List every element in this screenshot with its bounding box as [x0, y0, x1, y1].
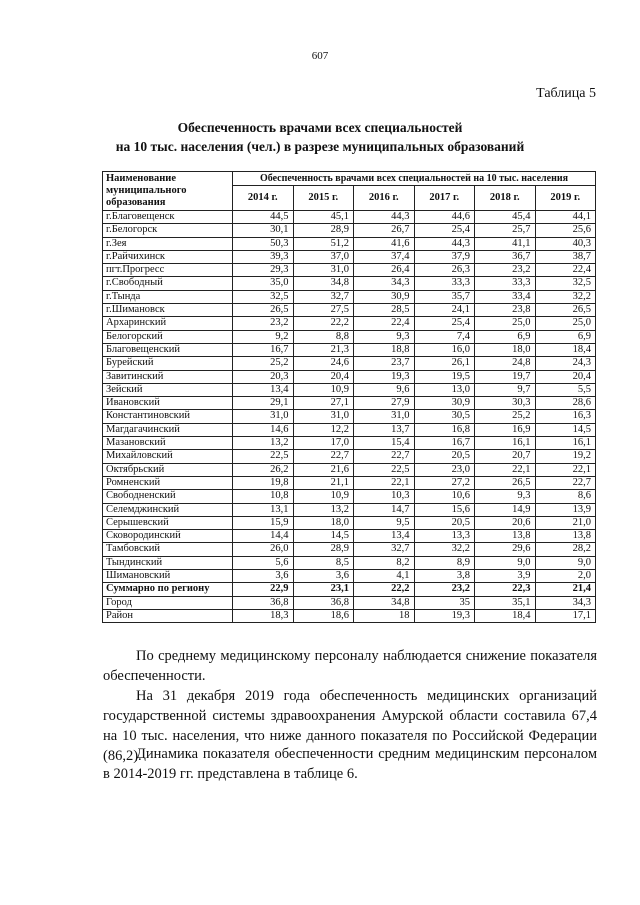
row-value: 22,4	[535, 264, 596, 277]
row-value: 9,0	[475, 556, 536, 569]
row-value: 21,3	[293, 343, 354, 356]
row-value: 25,2	[233, 357, 294, 370]
row-value: 26,7	[354, 224, 415, 237]
row-value: 9,3	[354, 330, 415, 343]
row-value: 36,7	[475, 250, 536, 263]
row-name: Суммарно по региону	[103, 583, 233, 596]
row-value: 12,2	[293, 423, 354, 436]
row-value: 18,0	[475, 343, 536, 356]
row-value: 13,2	[293, 503, 354, 516]
row-name: Константиновский	[103, 410, 233, 423]
row-value: 2,0	[535, 570, 596, 583]
table-row	[103, 277, 596, 290]
row-value: 27,5	[293, 304, 354, 317]
row-value: 35,7	[414, 290, 475, 303]
row-value: 13,7	[354, 423, 415, 436]
row-value: 38,7	[535, 250, 596, 263]
row-value: 25,4	[414, 224, 475, 237]
row-value: 32,2	[414, 543, 475, 556]
row-value: 14,9	[475, 503, 536, 516]
row-value: 16,7	[414, 437, 475, 450]
row-value: 28,6	[535, 397, 596, 410]
row-name: Архаринский	[103, 317, 233, 330]
row-value: 22,7	[535, 476, 596, 489]
table-row	[103, 556, 596, 569]
row-value: 18,4	[535, 343, 596, 356]
table-row	[103, 304, 596, 317]
table-row	[103, 290, 596, 303]
row-value: 35,1	[475, 596, 536, 609]
row-value: 18,3	[233, 609, 294, 622]
row-value: 22,9	[233, 583, 294, 596]
row-value: 19,7	[475, 370, 536, 383]
row-value: 14,6	[233, 423, 294, 436]
row-value: 3,6	[293, 570, 354, 583]
table-body	[103, 211, 596, 623]
table-row	[103, 476, 596, 489]
row-value: 13,0	[414, 383, 475, 396]
row-value: 34,8	[354, 596, 415, 609]
table-row	[103, 237, 596, 250]
row-value: 13,4	[233, 383, 294, 396]
row-value: 20,6	[475, 516, 536, 529]
row-value: 25,4	[414, 317, 475, 330]
table-row	[103, 423, 596, 436]
paragraph-text: По среднему медицинскому персоналу наблюдается снижение показателя обеспеченности.	[103, 648, 597, 684]
table-row	[103, 357, 596, 370]
row-value: 22,1	[475, 463, 536, 476]
row-value: 44,1	[535, 211, 596, 224]
row-value: 30,3	[475, 397, 536, 410]
paragraph-text: На 31 декабря 2019 года обеспеченность медицинских организаций государственной системы здравоохранения Амурской области составила 67,4 на 10 тыс. населения, что ниже данного показателя по Российской Федерации (86,2).	[103, 688, 597, 764]
row-value: 23,8	[475, 304, 536, 317]
row-name: г.Шимановск	[103, 304, 233, 317]
row-value: 22,2	[354, 583, 415, 596]
row-value: 17,0	[293, 437, 354, 450]
row-value: 31,0	[293, 410, 354, 423]
table-row	[103, 503, 596, 516]
row-value: 10,6	[414, 490, 475, 503]
table-title-line-1: Обеспеченность врачами всех специальностей	[177, 120, 463, 135]
row-value: 26,5	[233, 304, 294, 317]
row-value: 50,3	[233, 237, 294, 250]
row-value: 9,0	[535, 556, 596, 569]
row-value: 26,2	[233, 463, 294, 476]
row-value: 20,4	[293, 370, 354, 383]
row-value: 28,2	[535, 543, 596, 556]
table-row	[103, 343, 596, 356]
row-value: 20,5	[414, 516, 475, 529]
row-name: г.Зея	[103, 237, 233, 250]
row-name: Зейский	[103, 383, 233, 396]
table-row	[103, 211, 596, 224]
table-row	[103, 383, 596, 396]
row-value: 15,9	[233, 516, 294, 529]
row-value: 3,6	[233, 570, 294, 583]
row-value: 13,2	[233, 437, 294, 450]
row-value: 13,3	[414, 530, 475, 543]
row-value: 5,5	[535, 383, 596, 396]
row-value: 25,7	[475, 224, 536, 237]
row-value: 33,3	[414, 277, 475, 290]
row-value: 24,8	[475, 357, 536, 370]
column-header-municipality: Наименование муниципального образования	[103, 172, 233, 211]
row-value: 22,7	[354, 450, 415, 463]
row-value: 34,3	[354, 277, 415, 290]
row-name: Ивановский	[103, 397, 233, 410]
row-value: 18,0	[293, 516, 354, 529]
column-header-year: 2017 г.	[414, 186, 475, 211]
row-value: 30,1	[233, 224, 294, 237]
row-value: 5,6	[233, 556, 294, 569]
row-value: 37,0	[293, 250, 354, 263]
table-label: Таблица 5	[536, 86, 596, 101]
row-value: 3,8	[414, 570, 475, 583]
row-value: 3,9	[475, 570, 536, 583]
column-header-year: 2019 г.	[535, 186, 596, 211]
row-value: 21,1	[293, 476, 354, 489]
row-value: 19,5	[414, 370, 475, 383]
row-value: 20,3	[233, 370, 294, 383]
row-value: 25,0	[535, 317, 596, 330]
table-row	[103, 450, 596, 463]
row-value: 29,6	[475, 543, 536, 556]
row-name: Тамбовский	[103, 543, 233, 556]
row-name: Район	[103, 609, 233, 622]
row-value: 30,9	[414, 397, 475, 410]
row-name: Бурейский	[103, 357, 233, 370]
row-value: 14,7	[354, 503, 415, 516]
table-row	[103, 330, 596, 343]
row-value: 20,7	[475, 450, 536, 463]
row-value: 8,6	[535, 490, 596, 503]
column-header-year: 2018 г.	[475, 186, 536, 211]
row-value: 19,3	[354, 370, 415, 383]
row-value: 8,9	[414, 556, 475, 569]
table-row	[103, 530, 596, 543]
column-group-header: Обеспеченность врачами всех специальностей на 10 тыс. населения	[233, 172, 596, 186]
row-value: 37,4	[354, 250, 415, 263]
row-value: 8,8	[293, 330, 354, 343]
column-header-year: 2015 г.	[293, 186, 354, 211]
row-value: 19,2	[535, 450, 596, 463]
table-row	[103, 490, 596, 503]
row-value: 22,5	[354, 463, 415, 476]
row-name: г.Белогорск	[103, 224, 233, 237]
row-value: 9,3	[475, 490, 536, 503]
row-value: 26,3	[414, 264, 475, 277]
row-value: 27,1	[293, 397, 354, 410]
row-name: г.Тында	[103, 290, 233, 303]
row-value: 6,9	[475, 330, 536, 343]
row-value: 27,9	[354, 397, 415, 410]
row-value: 45,4	[475, 211, 536, 224]
row-name: Мазановский	[103, 437, 233, 450]
row-value: 21,0	[535, 516, 596, 529]
row-value: 22,4	[354, 317, 415, 330]
table-row	[103, 609, 596, 622]
table-row	[103, 397, 596, 410]
row-value: 32,5	[535, 277, 596, 290]
row-name: Сковородинский	[103, 530, 233, 543]
row-value: 16,8	[414, 423, 475, 436]
row-value: 45,1	[293, 211, 354, 224]
row-value: 31,0	[233, 410, 294, 423]
row-value: 26,0	[233, 543, 294, 556]
row-value: 31,0	[354, 410, 415, 423]
row-value: 24,3	[535, 357, 596, 370]
row-value: 23,0	[414, 463, 475, 476]
row-value: 16,7	[233, 343, 294, 356]
row-value: 9,2	[233, 330, 294, 343]
row-value: 6,9	[535, 330, 596, 343]
row-value: 31,0	[293, 264, 354, 277]
table-row	[103, 463, 596, 476]
row-name: Михайловский	[103, 450, 233, 463]
table-row	[103, 570, 596, 583]
row-value: 20,5	[414, 450, 475, 463]
row-value: 21,4	[535, 583, 596, 596]
row-value: 8,5	[293, 556, 354, 569]
table-row	[103, 583, 596, 596]
row-value: 16,1	[475, 437, 536, 450]
row-value: 13,9	[535, 503, 596, 516]
row-value: 18,8	[354, 343, 415, 356]
table-row	[103, 516, 596, 529]
row-value: 40,3	[535, 237, 596, 250]
paragraph-1	[103, 646, 597, 686]
row-value: 44,6	[414, 211, 475, 224]
row-value: 26,4	[354, 264, 415, 277]
row-value: 28,9	[293, 224, 354, 237]
row-value: 26,5	[535, 304, 596, 317]
row-name: Белогорский	[103, 330, 233, 343]
table-row	[103, 250, 596, 263]
table-row	[103, 370, 596, 383]
row-value: 13,4	[354, 530, 415, 543]
row-value: 35,0	[233, 277, 294, 290]
row-value: 39,3	[233, 250, 294, 263]
row-value: 30,5	[414, 410, 475, 423]
row-name: Тындинский	[103, 556, 233, 569]
row-value: 22,2	[293, 317, 354, 330]
row-value: 23,7	[354, 357, 415, 370]
row-value: 32,7	[354, 543, 415, 556]
row-value: 33,4	[475, 290, 536, 303]
table-row	[103, 264, 596, 277]
row-value: 16,1	[535, 437, 596, 450]
row-value: 30,9	[354, 290, 415, 303]
paragraph-3	[103, 744, 597, 784]
row-name: Свободненский	[103, 490, 233, 503]
row-value: 7,4	[414, 330, 475, 343]
row-value: 36,8	[233, 596, 294, 609]
row-name: г.Свободный	[103, 277, 233, 290]
table-row	[103, 224, 596, 237]
row-value: 29,3	[233, 264, 294, 277]
table-row	[103, 596, 596, 609]
row-value: 9,6	[354, 383, 415, 396]
row-value: 34,8	[293, 277, 354, 290]
row-value: 36,8	[293, 596, 354, 609]
table-title-line-2: на 10 тыс. населения (чел.) в разрезе муниципальных образований	[115, 139, 525, 154]
row-value: 32,5	[233, 290, 294, 303]
table-row	[103, 317, 596, 330]
row-value: 19,3	[414, 609, 475, 622]
column-header-year: 2014 г.	[233, 186, 294, 211]
row-value: 23,2	[414, 583, 475, 596]
row-value: 15,6	[414, 503, 475, 516]
row-name: Ромненский	[103, 476, 233, 489]
row-value: 28,9	[293, 543, 354, 556]
row-value: 14,4	[233, 530, 294, 543]
table-title	[0, 118, 640, 156]
row-value: 25,2	[475, 410, 536, 423]
row-name: Октябрьский	[103, 463, 233, 476]
row-value: 13,8	[535, 530, 596, 543]
row-value: 18,4	[475, 609, 536, 622]
row-value: 26,1	[414, 357, 475, 370]
row-name: Селемджинский	[103, 503, 233, 516]
row-value: 44,3	[354, 211, 415, 224]
row-name: Шимановский	[103, 570, 233, 583]
row-value: 15,4	[354, 437, 415, 450]
column-header-year: 2016 г.	[354, 186, 415, 211]
row-value: 10,8	[233, 490, 294, 503]
row-value: 33,3	[475, 277, 536, 290]
row-value: 22,5	[233, 450, 294, 463]
row-value: 22,1	[354, 476, 415, 489]
row-value: 9,7	[475, 383, 536, 396]
row-value: 51,2	[293, 237, 354, 250]
row-name: г.Благовещенск	[103, 211, 233, 224]
row-value: 19,8	[233, 476, 294, 489]
row-value: 13,8	[475, 530, 536, 543]
row-name: г.Райчихинск	[103, 250, 233, 263]
row-value: 10,9	[293, 383, 354, 396]
row-value: 8,2	[354, 556, 415, 569]
row-value: 13,1	[233, 503, 294, 516]
row-value: 32,2	[535, 290, 596, 303]
row-value: 25,6	[535, 224, 596, 237]
row-value: 22,1	[535, 463, 596, 476]
row-value: 16,0	[414, 343, 475, 356]
row-value: 20,4	[535, 370, 596, 383]
row-value: 24,6	[293, 357, 354, 370]
row-name: пгт.Прогресс	[103, 264, 233, 277]
row-name: Магдагачинский	[103, 423, 233, 436]
row-value: 35	[414, 596, 475, 609]
row-value: 10,9	[293, 490, 354, 503]
row-value: 16,3	[535, 410, 596, 423]
row-value: 22,7	[293, 450, 354, 463]
row-value: 14,5	[293, 530, 354, 543]
row-value: 25,0	[475, 317, 536, 330]
row-value: 14,5	[535, 423, 596, 436]
row-name: Город	[103, 596, 233, 609]
row-value: 41,1	[475, 237, 536, 250]
row-value: 17,1	[535, 609, 596, 622]
row-value: 18	[354, 609, 415, 622]
row-value: 23,1	[293, 583, 354, 596]
row-value: 37,9	[414, 250, 475, 263]
table-row	[103, 437, 596, 450]
row-value: 28,5	[354, 304, 415, 317]
paragraph-text: Динамика показателя обеспеченности средним медицинским персоналом в 2014-2019 гг. представлена в таблице 6.	[103, 746, 597, 782]
row-value: 9,5	[354, 516, 415, 529]
row-value: 21,6	[293, 463, 354, 476]
row-value: 44,5	[233, 211, 294, 224]
row-value: 10,3	[354, 490, 415, 503]
row-value: 29,1	[233, 397, 294, 410]
row-value: 18,6	[293, 609, 354, 622]
table-row	[103, 410, 596, 423]
page-number: 607	[311, 50, 329, 62]
row-value: 41,6	[354, 237, 415, 250]
row-name: Благовещенский	[103, 343, 233, 356]
physician-availability-table	[102, 171, 596, 623]
row-name: Серышевский	[103, 516, 233, 529]
row-value: 22,3	[475, 583, 536, 596]
row-value: 23,2	[475, 264, 536, 277]
row-value: 32,7	[293, 290, 354, 303]
row-value: 4,1	[354, 570, 415, 583]
row-value: 26,5	[475, 476, 536, 489]
row-value: 24,1	[414, 304, 475, 317]
table-row	[103, 543, 596, 556]
row-value: 34,3	[535, 596, 596, 609]
row-value: 16,9	[475, 423, 536, 436]
row-value: 23,2	[233, 317, 294, 330]
row-value: 44,3	[414, 237, 475, 250]
row-name: Завитинский	[103, 370, 233, 383]
row-value: 27,2	[414, 476, 475, 489]
